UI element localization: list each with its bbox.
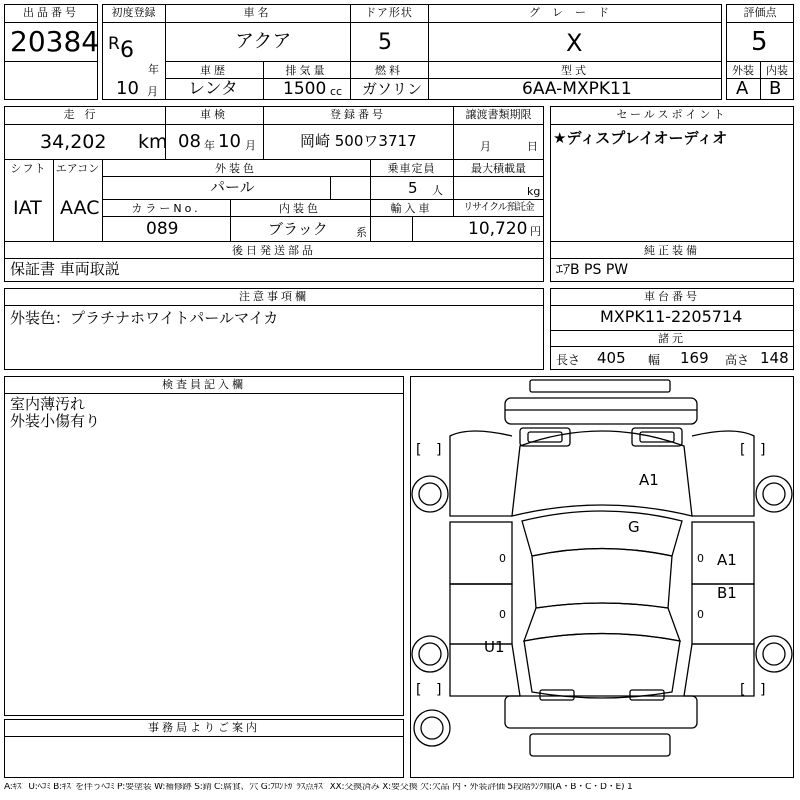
recycle-unit: 円 <box>530 225 541 238</box>
damage-mark-a1-hood: A1 <box>639 471 659 489</box>
registration-value: 岡崎 500ワ3717 <box>300 132 417 150</box>
chassis-header: 車台番号 <box>644 290 700 303</box>
fuel-value: ガソリン <box>362 80 423 98</box>
first-reg-month-unit: 月 <box>147 85 158 98</box>
registration-header: 登録番号 <box>330 108 386 121</box>
door-zero-mark: 0 <box>697 552 704 565</box>
max-load-header: 最大積載量 <box>471 162 526 175</box>
capacity-unit: 人 <box>432 184 443 197</box>
doors-header: ドア形状 <box>365 6 413 19</box>
mileage-unit: km <box>138 131 168 153</box>
inspector-line-1: 室内薄汚れ <box>10 395 86 413</box>
aircon-value: AAC <box>60 197 100 219</box>
inspector-header: 検査員記入欄 <box>162 378 246 391</box>
damage-mark-g-windshield: G <box>628 518 640 536</box>
legend-text: A:ｷｽﾞ U:ﾍｺﾐ B:ｷｽﾞを伴うﾍｺﾐ P:要塗装 W:補修跡 S:錆 C:腐食、穴 G:ﾌﾛﾝﾄｶﾞﾗｽ点ｷｽﾞ XX:交換済み X:要交換 欠:欠品 内・外装評価 5段階ﾗﾝｸ順(A・B・C・D・E) 1 <box>4 783 633 792</box>
svg-text:]: ] <box>436 682 442 698</box>
dims-length-label: 長さ <box>556 353 581 367</box>
sales-point-value: ★ディスプレイオーディオ <box>553 129 728 147</box>
car-diagram <box>410 376 794 778</box>
recycle-value: 10,720 <box>468 219 528 239</box>
ext-grade-header: 外装 <box>732 64 754 77</box>
inspector-line-2: 外装小傷有り <box>10 412 101 430</box>
svg-text:[: [ <box>740 682 746 698</box>
model-header: 型式 <box>561 64 589 77</box>
displacement-unit: cc <box>330 85 343 98</box>
dims-header: 諸元 <box>658 332 686 345</box>
score-header: 評価点 <box>743 6 777 19</box>
svg-text:]: ] <box>436 442 442 458</box>
ext-grade-value: A <box>736 78 749 99</box>
displacement-value: 1500 <box>283 79 327 99</box>
inspection-year: 08 <box>178 131 201 152</box>
score-value: 5 <box>751 27 768 57</box>
capacity-header: 乗車定員 <box>387 162 436 175</box>
import-header: 輸入車 <box>390 202 433 215</box>
dims-height: 148 <box>760 349 789 367</box>
shift-value: IAT <box>13 197 42 219</box>
dims-width-label: 幅 <box>648 353 661 367</box>
svg-text:[: [ <box>740 442 746 458</box>
first-reg-year-unit: 年 <box>148 63 159 76</box>
sales-point-header: セールスポイント <box>616 108 728 121</box>
int-grade-value: B <box>769 78 782 99</box>
recycle-header: リサイクル預託金 <box>463 202 534 213</box>
history-value: レンタ <box>188 79 238 99</box>
inspection-year-unit: 年 <box>204 139 215 152</box>
door-zero-mark: 0 <box>697 608 704 621</box>
dims-width: 169 <box>680 349 709 367</box>
aircon-header: エアコン <box>55 162 100 175</box>
mileage-value: 34,202 <box>40 131 107 153</box>
equipment-header: 純正装備 <box>644 244 700 257</box>
svg-text:]: ] <box>760 442 766 458</box>
lot-number: 20384 <box>10 25 100 58</box>
ext-color-value: パール <box>210 178 255 196</box>
chassis-value: MXPK11-2205714 <box>600 307 743 326</box>
dims-length: 405 <box>597 349 626 367</box>
transfer-month-unit: 月 <box>480 140 491 153</box>
svg-text:]: ] <box>760 682 766 698</box>
notes-value: 外装色：プラチナホワイトパールマイカ <box>10 309 279 327</box>
max-load-unit: kg <box>527 185 541 198</box>
car-diagram-svg <box>410 376 794 778</box>
mileage-header: 走行 <box>63 108 106 121</box>
grade-header: グレード <box>529 6 621 19</box>
lot-header: 出品番号 <box>23 6 79 19</box>
inspection-month: 10 <box>218 131 241 152</box>
door-zero-mark: 0 <box>499 552 506 565</box>
color-no-value: 089 <box>146 219 179 239</box>
shift-header: シフト <box>10 162 47 175</box>
damage-mark-a1-right-door: A1 <box>717 551 737 569</box>
first-reg-month: 10 <box>116 78 139 99</box>
color-no-header: カラーNo. <box>131 202 201 215</box>
transfer-day-unit: 日 <box>527 140 538 153</box>
car-name-value: アクア <box>235 30 292 52</box>
notes-header: 注意事項欄 <box>239 290 309 303</box>
int-color-value: ブラック <box>268 220 328 238</box>
capacity-value: 5 <box>408 179 418 197</box>
int-color-header: 内装色 <box>279 202 321 215</box>
model-value: 6AA-MXPK11 <box>522 79 632 99</box>
first-reg-year: 6 <box>120 38 134 63</box>
later-parts-header: 後日発送部品 <box>232 244 316 257</box>
office-header: 事務局よりご案内 <box>148 721 260 734</box>
first-reg-header: 初度登録 <box>111 6 156 19</box>
door-zero-mark: 0 <box>499 608 506 621</box>
grade-value: X <box>566 29 583 57</box>
svg-text:[: [ <box>416 442 422 458</box>
fuel-header: 燃料 <box>375 64 403 77</box>
displacement-header: 排気量 <box>285 64 328 77</box>
inspection-header: 車検 <box>200 108 228 121</box>
svg-text:[: [ <box>416 682 422 698</box>
int-color-unit: 系 <box>356 226 367 239</box>
dims-height-label: 高さ <box>725 353 750 367</box>
doors-value: 5 <box>378 30 392 55</box>
car-name-header: 車名 <box>243 6 272 19</box>
history-header: 車歴 <box>200 64 228 77</box>
damage-mark-b1-right-rear: B1 <box>717 584 737 602</box>
later-parts-value: 保証書 車両取説 <box>10 260 120 278</box>
inspection-month-unit: 月 <box>245 139 256 152</box>
damage-mark-u1-left-rear: U1 <box>484 638 505 656</box>
equipment-value: ｴｱB PS PW <box>556 262 629 278</box>
int-grade-header: 内装 <box>766 64 788 77</box>
first-reg-era: R <box>108 34 120 54</box>
transfer-header: 譲渡書類期限 <box>465 108 532 121</box>
ext-color-header: 外装色 <box>215 162 257 175</box>
